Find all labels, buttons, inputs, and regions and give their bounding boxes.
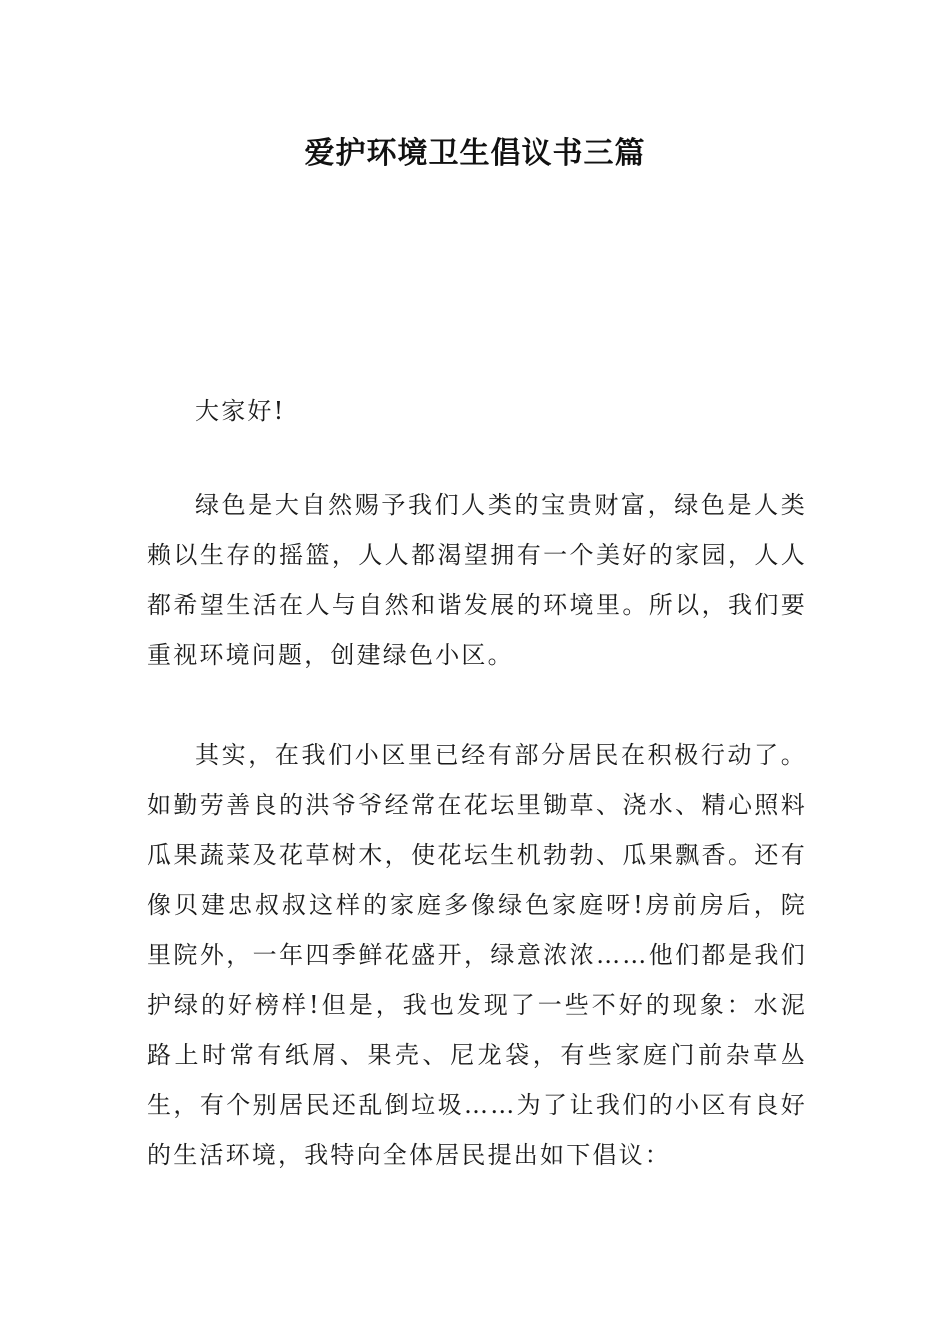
document-title: 爱护环境卫生倡议书三篇 <box>304 136 646 171</box>
body-paragraph-community-action: 其实，在我们小区里已经有部分居民在积极行动了。如勤劳善良的洪爷爷经常在花坛里锄草、浇水、精心照料瓜果蔬菜及花草树木，使花坛生机勃勃、瓜果飘香。还有像贝建忠叔叔这样的家庭多像绿色家庭呀!房前房后，院里院外，一年四季鲜花盛开，绿意浓浓……他们都是我们护绿的好榜样!但是，我也发现了一些不好的现象：水泥路上时常有纸屑、果壳、尼龙袋，有些家庭门前杂草丛生，有个别居民还乱倒垃圾……为了让我们的小区有良好的生活环境，我特向全体居民提出如下倡议： <box>147 741 807 1169</box>
body-paragraph-green-wealth: 绿色是大自然赐予我们人类的宝贵财富，绿色是人类赖以生存的摇篮，人人都渴望拥有一个美好的家园，人人都希望生活在人与自然和谐发展的环境里。所以，我们要重视环境问题，创建绿色小区。 <box>147 491 807 669</box>
greeting-paragraph: 大家好! <box>195 397 286 425</box>
